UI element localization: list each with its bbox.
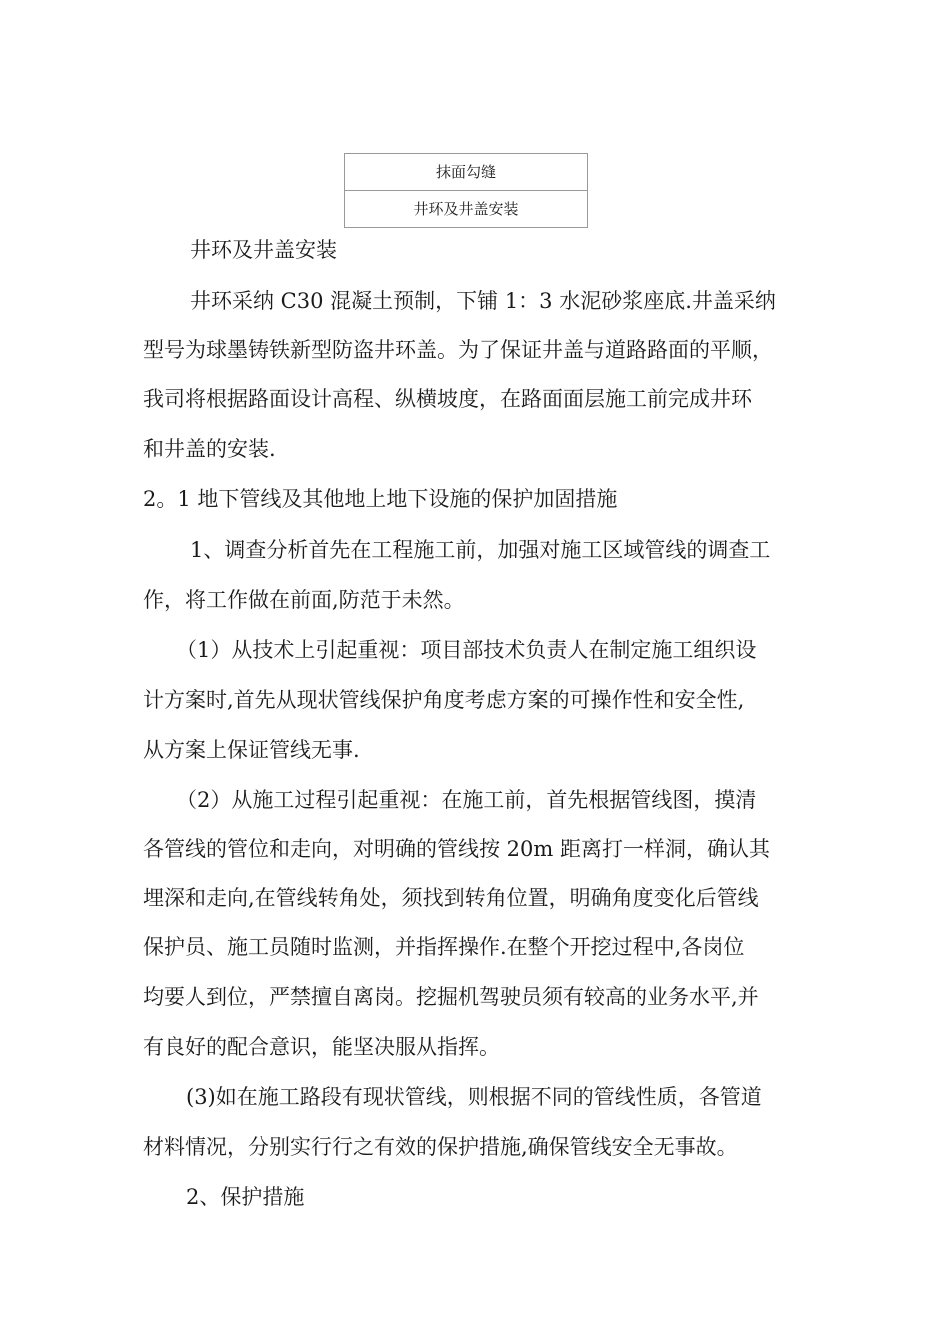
paragraph-line: 井环采纳 C30 混凝土预制，下铺 1：3 水泥砂浆座底.井盖采纳 <box>190 289 776 313</box>
table-row <box>345 191 588 228</box>
paragraph-line: 计方案时,首先从现状管线保护角度考虑方案的可操作性和安全性, <box>143 688 745 712</box>
table-row <box>345 154 588 191</box>
paragraph-line: （1）从技术上引起重视：项目部技术负责人在制定施工组织设 <box>176 638 757 662</box>
table-cell: 抹面勾缝 <box>345 154 588 191</box>
paragraph-line: 有良好的配合意识，能坚决服从指挥。 <box>143 1035 500 1059</box>
paragraph-line: 材料情况，分别实行行之有效的保护措施,确保管线安全无事故。 <box>143 1135 738 1159</box>
paragraph-line: 和井盖的安装. <box>143 437 276 461</box>
section-heading: 井环及井盖安装 <box>190 238 337 262</box>
paragraph-line: 保护员、施工员随时监测，并指挥操作.在整个开挖过程中,各岗位 <box>143 935 745 959</box>
paragraph-line: 作，将工作做在前面,防范于未然。 <box>143 588 465 612</box>
paragraph-line: 埋深和走向,在管线转角处，须找到转角位置，明确角度变化后管线 <box>143 886 759 910</box>
process-table <box>344 153 588 228</box>
table-cell: 井环及井盖安装 <box>345 191 588 228</box>
paragraph-line: （2）从施工过程引起重视：在施工前，首先根据管线图，摸清 <box>176 788 757 812</box>
paragraph-line: 我司将根据路面设计高程、纵横坡度，在路面面层施工前完成井环 <box>143 387 752 411</box>
section-heading: 2。1 地下管线及其他地上地下设施的保护加固措施 <box>143 487 618 511</box>
paragraph-line: (3)如在施工路段有现状管线，则根据不同的管线性质，各管道 <box>186 1085 762 1109</box>
paragraph-line: 均要人到位，严禁擅自离岗。挖掘机驾驶员须有较高的业务水平,并 <box>143 985 759 1009</box>
paragraph-line: 1、调查分析首先在工程施工前，加强对施工区域管线的调查工 <box>190 538 771 562</box>
paragraph-line: 各管线的管位和走向，对明确的管线按 20m 距离打一样洞，确认其 <box>143 837 770 861</box>
paragraph-line: 从方案上保证管线无事. <box>143 738 360 762</box>
paragraph-line: 型号为球墨铸铁新型防盗井环盖。为了保证井盖与道路路面的平顺， <box>143 338 773 362</box>
section-heading: 2、保护措施 <box>186 1185 305 1209</box>
